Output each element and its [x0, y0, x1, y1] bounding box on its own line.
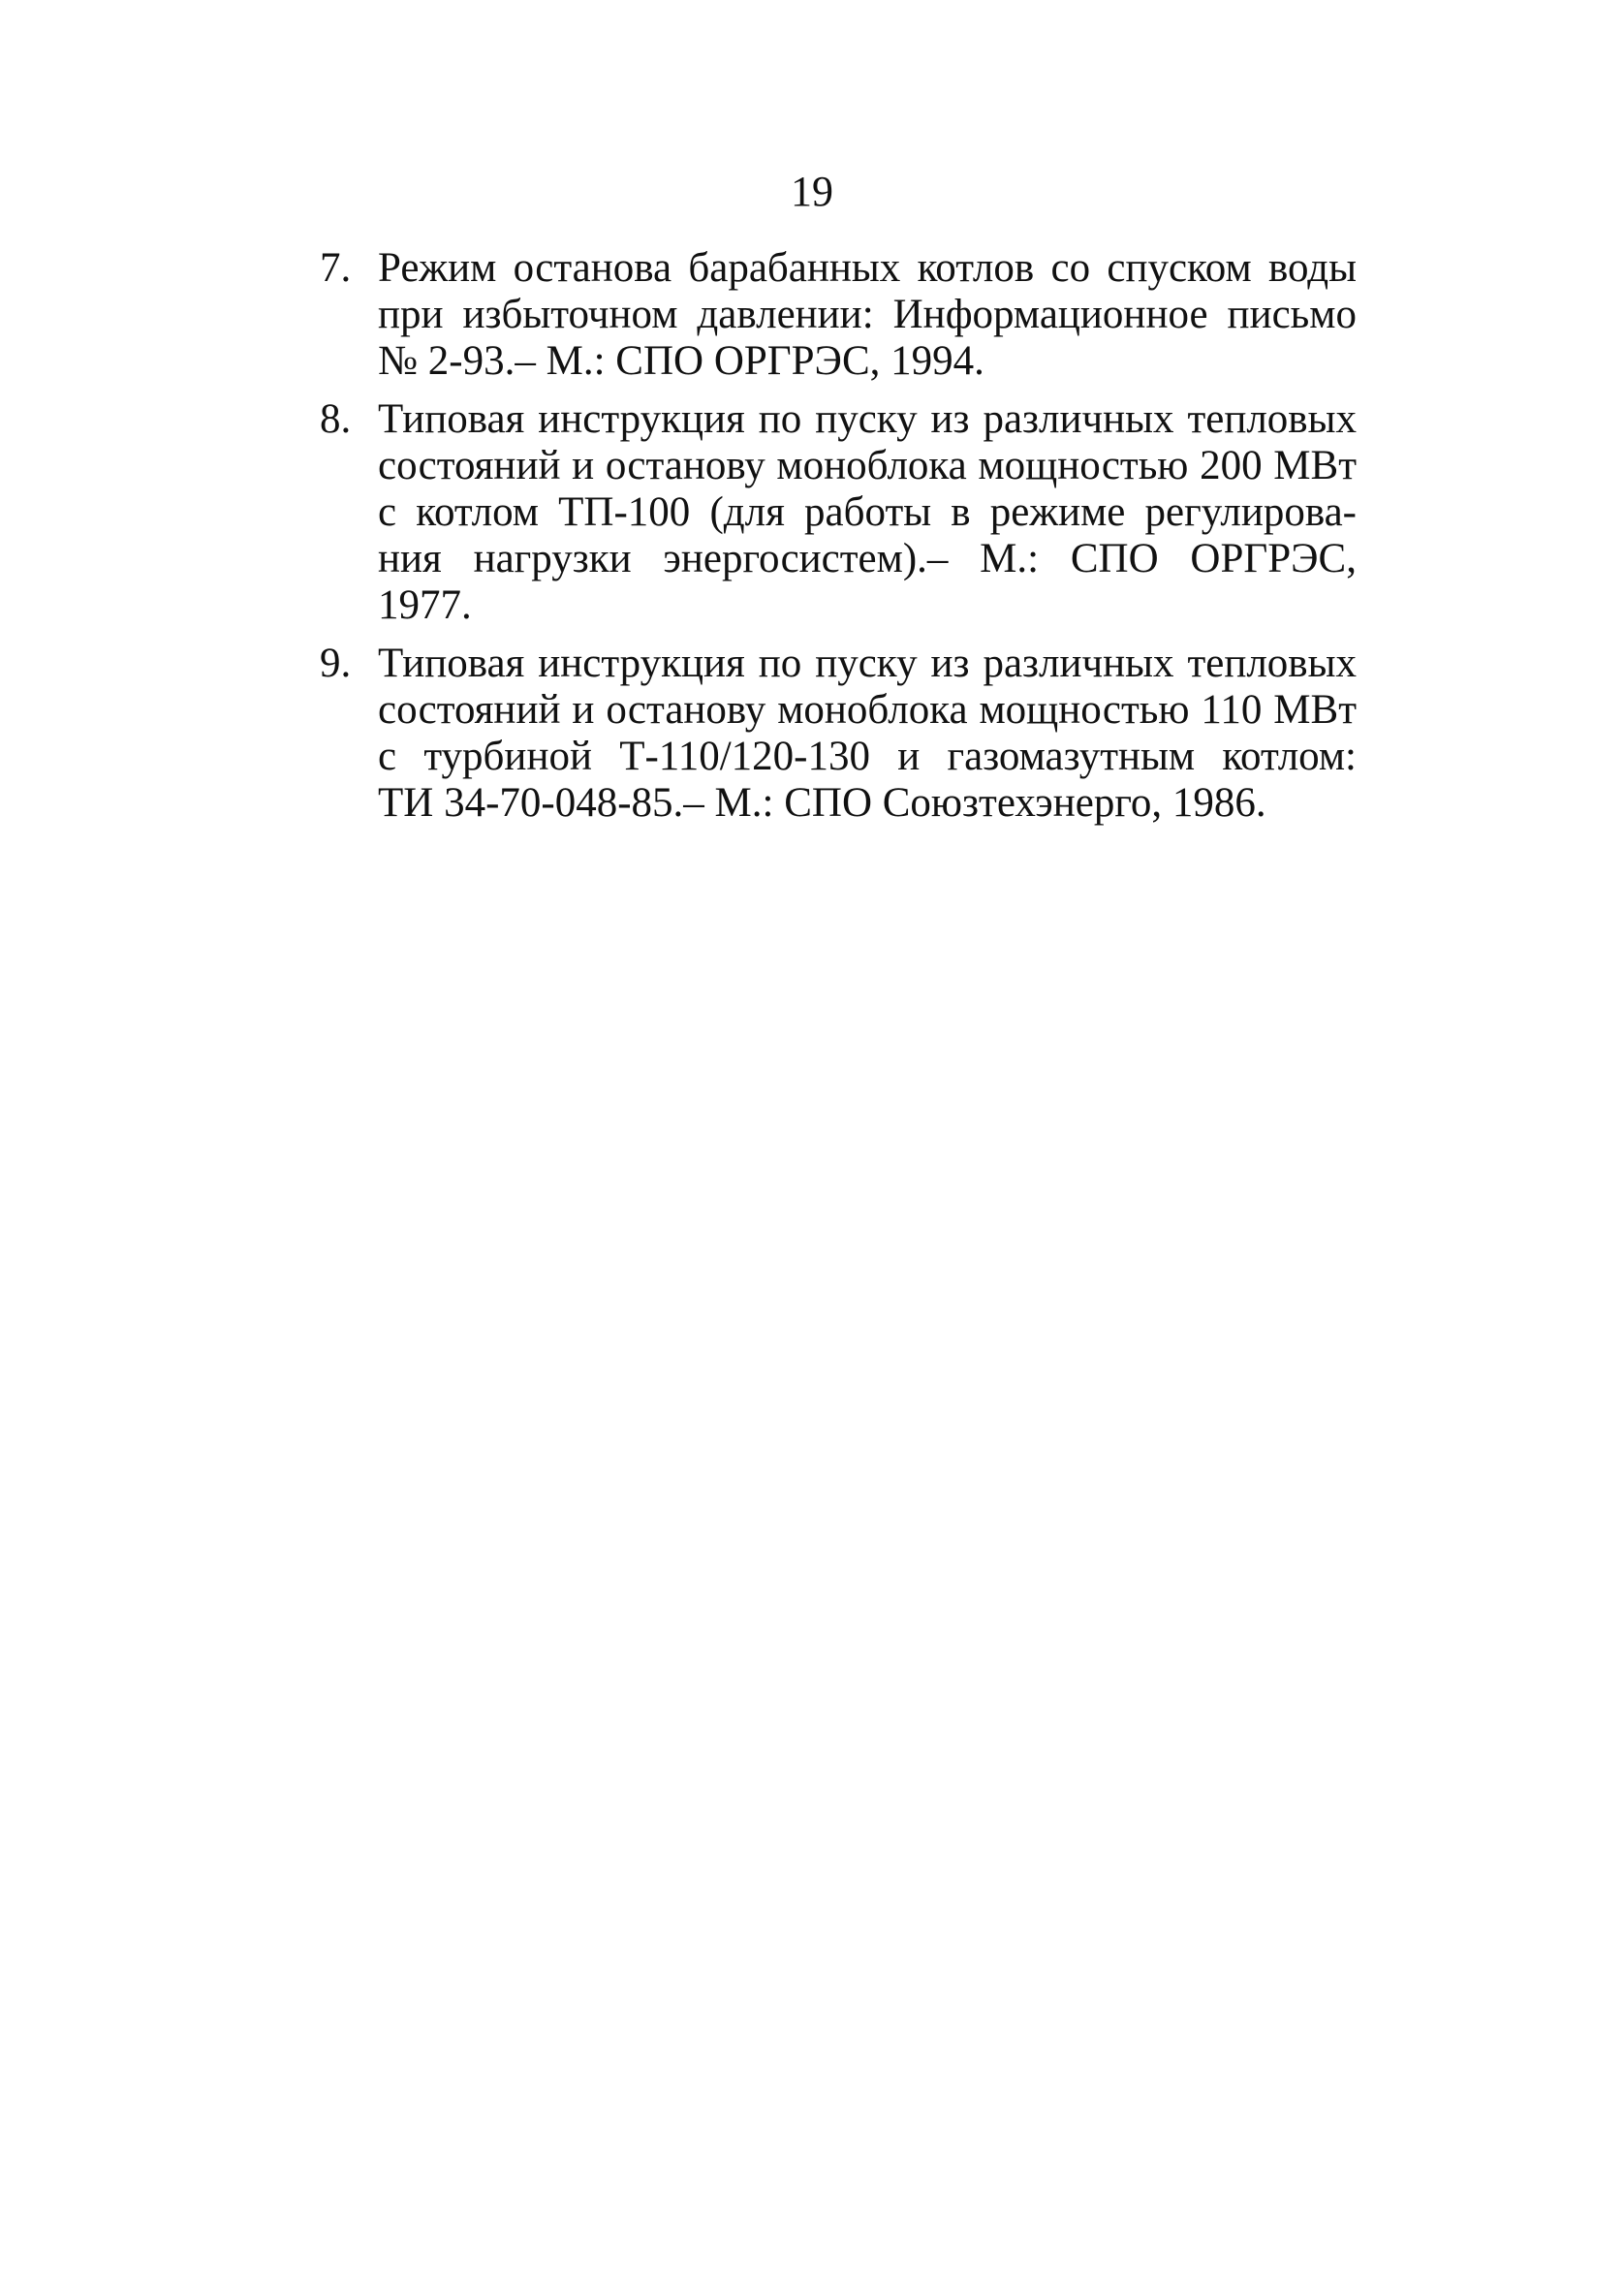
reference-line: с котлом ТП-100 (для работы в режиме регулирова- — [378, 489, 1357, 535]
reference-item-7 — [320, 245, 1357, 385]
reference-list — [320, 245, 1357, 838]
reference-line: ТИ 34-70-048-85.– М.: СПО Союзтехэнерго, 1986. — [378, 780, 1266, 826]
reference-line: состояний и останову моноблока мощностью 110 МВт — [378, 687, 1357, 733]
reference-number: 9. — [320, 641, 352, 686]
reference-line: 1977. — [378, 582, 472, 628]
reference-number: 7. — [320, 245, 352, 291]
reference-line: Типовая инструкция по пуску из различных тепловых — [378, 641, 1357, 686]
reference-line: состояний и останову моноблока мощностью 200 МВт — [378, 443, 1357, 488]
reference-item-9 — [320, 641, 1357, 827]
page-number: 19 — [791, 168, 833, 215]
reference-line: Типовая инструкция по пуску из различных тепловых — [378, 396, 1357, 442]
reference-line: № 2-93.– М.: СПО ОРГРЭС, 1994. — [378, 338, 984, 384]
reference-number: 8. — [320, 396, 352, 442]
reference-item-8 — [320, 396, 1357, 629]
reference-line: Режим останова барабанных котлов со спуском воды — [378, 245, 1357, 291]
reference-line: при избыточном давлении: Информационное письмо — [378, 292, 1357, 337]
reference-line: с турбиной Т-110/120-130 и газомазутным котлом: — [378, 734, 1357, 779]
reference-line: ния нагрузки энергосистем).– М.: СПО ОРГРЭС, — [378, 536, 1357, 581]
